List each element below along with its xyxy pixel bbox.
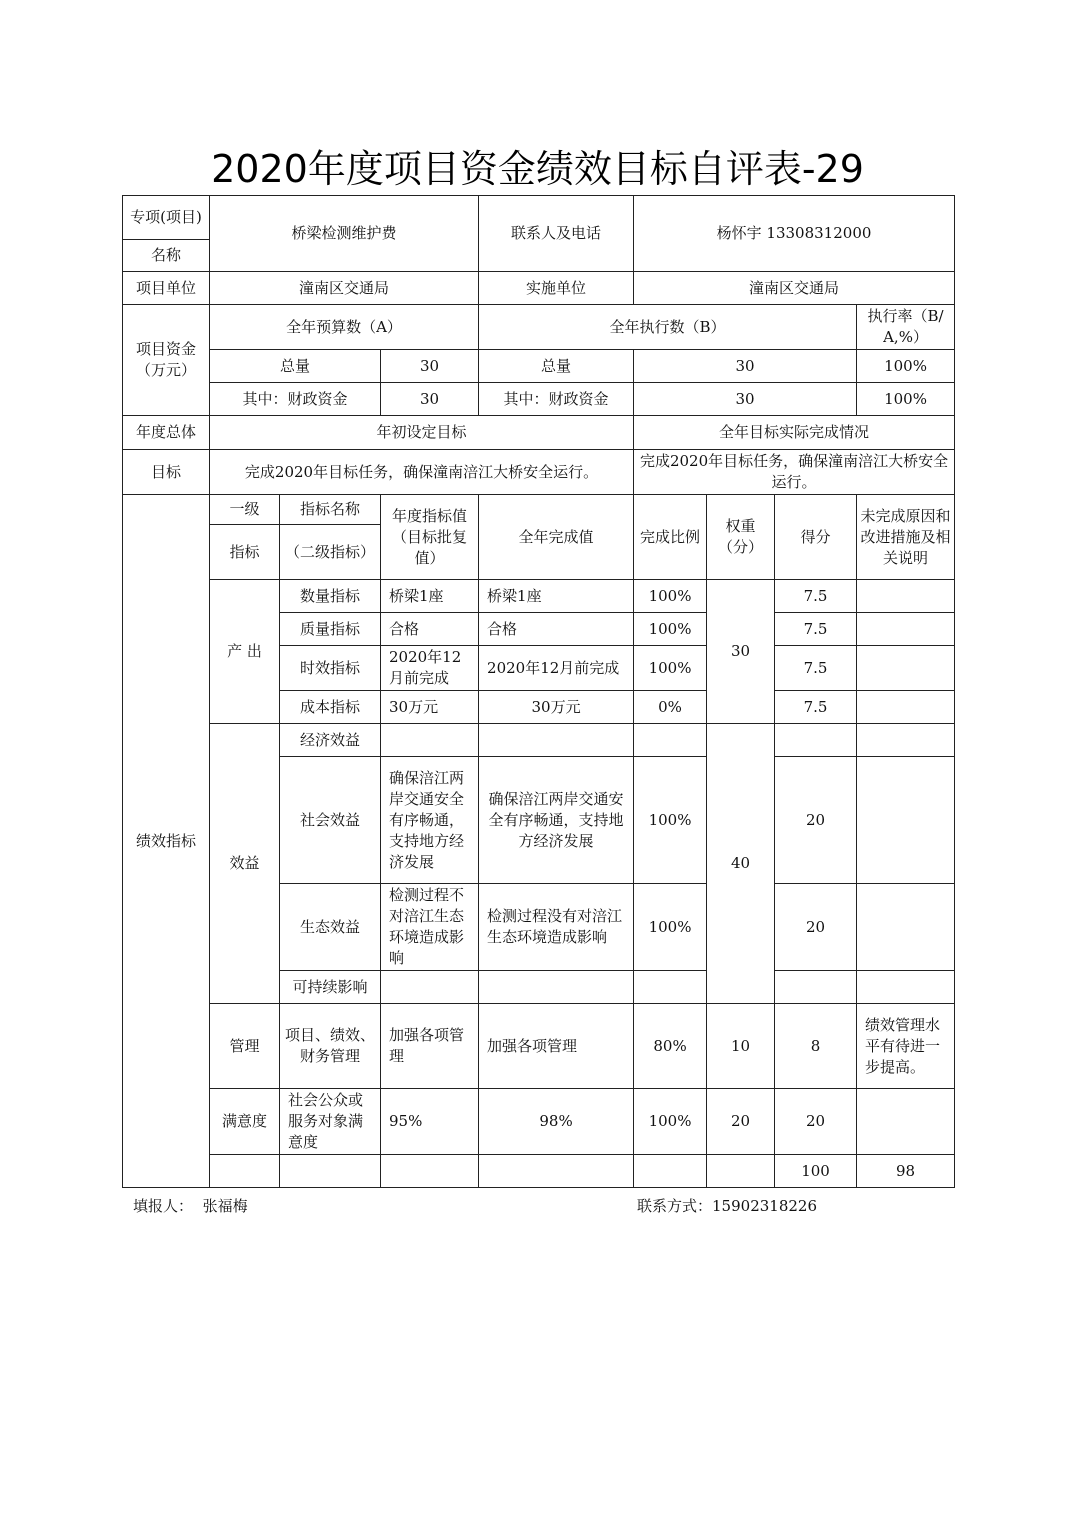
total-row-empty — [210, 1155, 280, 1188]
unit-value: 潼南区交通局 — [210, 272, 479, 305]
unit-label: 项目单位 — [123, 272, 210, 305]
management-score: 8 — [775, 1004, 857, 1089]
impl-label: 实施单位 — [479, 272, 634, 305]
satisfaction-weight: 20 — [707, 1089, 775, 1155]
fiscal-rate: 100% — [857, 383, 955, 416]
satisfaction-target: 95% — [381, 1089, 479, 1155]
table-row-actual: 30万元 — [479, 691, 634, 724]
table-row-target: 合格 — [381, 613, 479, 646]
management-ratio: 80% — [634, 1004, 707, 1089]
management-label: 管理 — [210, 1004, 280, 1089]
table-row-name: 生态效益 — [280, 884, 381, 971]
table-row-score: 7.5 — [775, 613, 857, 646]
table-row-score — [775, 724, 857, 757]
satisfaction-score: 20 — [775, 1089, 857, 1155]
project-name-label-2: 名称 — [123, 240, 210, 272]
satisfaction-ratio: 100% — [634, 1089, 707, 1155]
table-row-actual: 合格 — [479, 613, 634, 646]
budget-label: 全年预算数（A） — [210, 305, 479, 350]
table-row-ratio — [634, 971, 707, 1004]
filler-name: 张福梅 — [202, 1197, 248, 1215]
col-target: 年度指标值（目标批复值） — [381, 495, 479, 580]
table-row-score: 7.5 — [775, 580, 857, 613]
output-label: 产 出 — [210, 580, 280, 724]
contact-value: 杨怀宇 13308312000 — [634, 196, 955, 272]
exec-label: 全年执行数（B） — [479, 305, 857, 350]
total-row-empty — [707, 1155, 775, 1188]
table-row-reason — [857, 724, 955, 757]
table-row-name: 成本指标 — [280, 691, 381, 724]
goals-actual-value: 完成2020年目标任务，确保潼南涪江大桥安全运行。 — [634, 450, 955, 495]
fiscal-budget: 30 — [381, 383, 479, 416]
table-row-name: 可持续影响 — [280, 971, 381, 1004]
management-actual: 加强各项管理 — [479, 1004, 634, 1089]
table-row-reason — [857, 613, 955, 646]
table-row-target: 桥梁1座 — [381, 580, 479, 613]
col-actual: 全年完成值 — [479, 495, 634, 580]
impl-value: 潼南区交通局 — [634, 272, 955, 305]
table-row-target — [381, 724, 479, 757]
filler — [133, 1195, 248, 1216]
footer-contact-label: 联系方式： — [637, 1197, 713, 1215]
output-weight: 30 — [707, 580, 775, 724]
goals-label-2: 目标 — [123, 450, 210, 495]
col-reason: 未完成原因和改进措施及相关说明 — [857, 495, 955, 580]
table-row-reason — [857, 971, 955, 1004]
table-row-score: 7.5 — [775, 691, 857, 724]
table-row-name: 社会效益 — [280, 757, 381, 884]
satisfaction-label: 满意度 — [210, 1089, 280, 1155]
total-row-empty — [381, 1155, 479, 1188]
table-row-reason — [857, 884, 955, 971]
col-ratio: 完成比例 — [634, 495, 707, 580]
table-row-target: 检测过程不对涪江生态环境造成影响 — [381, 884, 479, 971]
footer-contact — [637, 1195, 817, 1216]
col-level1: 一级 — [210, 495, 280, 525]
table-row-target: 确保涪江两岸交通安全有序畅通，支持地方经济发展 — [381, 757, 479, 884]
satisfaction-actual: 98% — [479, 1089, 634, 1155]
footer-contact-value: 15902318226 — [712, 1197, 817, 1215]
table-row-ratio: 100% — [634, 757, 707, 884]
page-title: 2020年度项目资金绩效目标自评表-29 — [211, 147, 864, 191]
table-row-name: 经济效益 — [280, 724, 381, 757]
table-row-ratio: 100% — [634, 613, 707, 646]
benefit-label: 效益 — [210, 724, 280, 1004]
table-row-actual — [479, 724, 634, 757]
table-row-ratio: 0% — [634, 691, 707, 724]
fiscal-label: 其中：财政资金 — [210, 383, 381, 416]
goals-set-value: 完成2020年目标任务，确保潼南涪江大桥安全运行。 — [210, 450, 634, 495]
satisfaction-name: 社会公众或服务对象满意度 — [280, 1089, 381, 1155]
goals-label: 年度总体 — [123, 416, 210, 450]
table-row-actual: 桥梁1座 — [479, 580, 634, 613]
table-row-ratio: 100% — [634, 646, 707, 691]
funds-label: 项目资金（万元） — [123, 305, 210, 416]
project-name-value: 桥梁检测维护费 — [210, 196, 479, 272]
total-row-empty — [479, 1155, 634, 1188]
total-exec: 30 — [634, 350, 857, 383]
table-row-reason — [857, 646, 955, 691]
table-row-target: 2020年12月前完成 — [381, 646, 479, 691]
total-budget: 30 — [381, 350, 479, 383]
table-row-ratio — [634, 724, 707, 757]
total-exec-label: 总量 — [479, 350, 634, 383]
goals-actual-label: 全年目标实际完成情况 — [634, 416, 955, 450]
table-row-actual: 2020年12月前完成 — [479, 646, 634, 691]
total-row-empty — [634, 1155, 707, 1188]
table-row-target — [381, 971, 479, 1004]
total-weight: 100 — [775, 1155, 857, 1188]
table-row-score: 7.5 — [775, 646, 857, 691]
col-score: 得分 — [775, 495, 857, 580]
rate-label: 执行率（B/A,%） — [857, 305, 955, 350]
evaluation-table — [122, 195, 955, 1188]
total-label: 总量 — [210, 350, 381, 383]
table-row-target: 30万元 — [381, 691, 479, 724]
col-name: 指标名称 — [280, 495, 381, 525]
total-row-empty — [280, 1155, 381, 1188]
col-name-b: （二级指标） — [280, 525, 381, 580]
management-target: 加强各项管理 — [381, 1004, 479, 1089]
table-row-actual: 检测过程没有对涪江生态环境造成影响 — [479, 884, 634, 971]
filler-label: 填报人： — [133, 1197, 194, 1215]
table-row-name: 质量指标 — [280, 613, 381, 646]
table-row-score — [775, 971, 857, 1004]
table-row-actual: 确保涪江两岸交通安全有序畅通，支持地方经济发展 — [479, 757, 634, 884]
project-name-label: 专项(项目) — [123, 196, 210, 240]
table-row-name: 数量指标 — [280, 580, 381, 613]
goals-set-label: 年初设定目标 — [210, 416, 634, 450]
management-weight: 10 — [707, 1004, 775, 1089]
total-score: 98 — [857, 1155, 955, 1188]
col-level1-b: 指标 — [210, 525, 280, 580]
table-row-reason — [857, 757, 955, 884]
contact-label: 联系人及电话 — [479, 196, 634, 272]
table-row-score: 20 — [775, 884, 857, 971]
management-name: 项目、绩效、财务管理 — [280, 1004, 381, 1089]
indicators-section-label: 绩效指标 — [123, 495, 210, 1188]
fiscal-exec-label: 其中：财政资金 — [479, 383, 634, 416]
table-row-ratio: 100% — [634, 884, 707, 971]
benefit-weight: 40 — [707, 724, 775, 1004]
col-weight: 权重（分） — [707, 495, 775, 580]
table-row-reason — [857, 580, 955, 613]
satisfaction-reason — [857, 1089, 955, 1155]
table-row-score: 20 — [775, 757, 857, 884]
table-row-actual — [479, 971, 634, 1004]
management-reason: 绩效管理水平有待进一步提高。 — [857, 1004, 955, 1089]
fiscal-exec: 30 — [634, 383, 857, 416]
table-row-ratio: 100% — [634, 580, 707, 613]
table-row-reason — [857, 691, 955, 724]
total-rate: 100% — [857, 350, 955, 383]
table-row-name: 时效指标 — [280, 646, 381, 691]
